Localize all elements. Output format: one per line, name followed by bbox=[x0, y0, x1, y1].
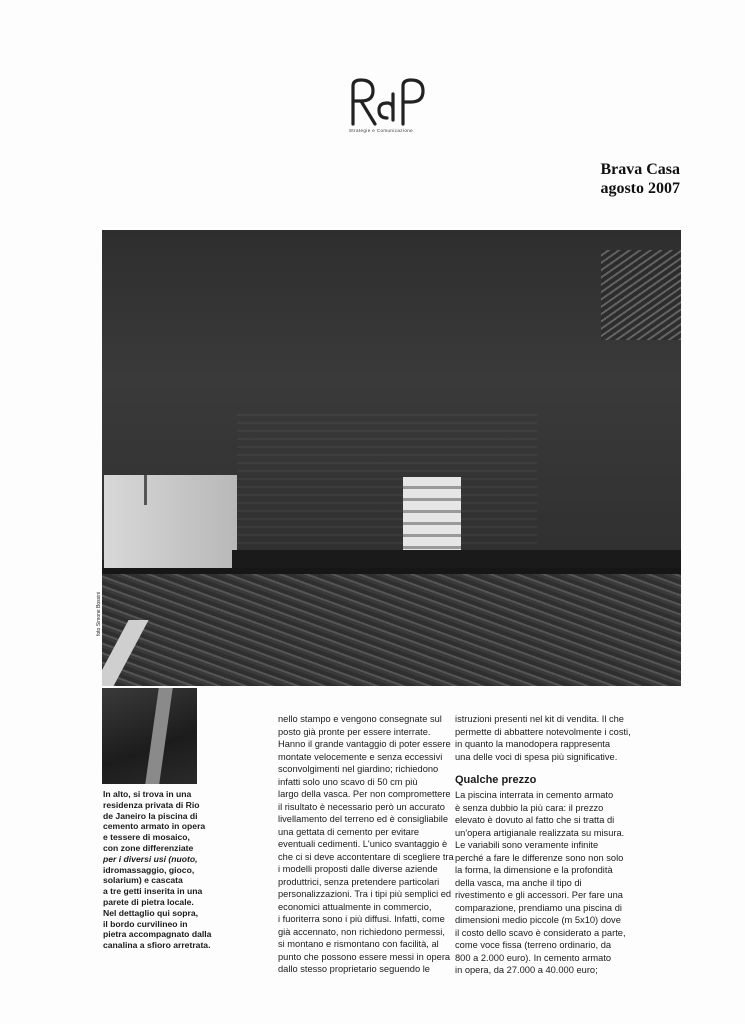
source-info bbox=[600, 160, 680, 198]
text-line: Hanno il grande vantaggio di poter essere bbox=[278, 739, 451, 749]
text-line: della vasca, ma anche il tipo di bbox=[455, 877, 582, 888]
text-line: nello stampo e vengono consegnate sul bbox=[278, 714, 442, 724]
text-line: rivestimento e gli accessori. Per fare una bbox=[455, 890, 623, 900]
caption-line: il bordo curvilineo in bbox=[103, 918, 188, 929]
caption-line: In alto, si trova in una bbox=[103, 789, 192, 799]
mosaic-pool bbox=[102, 568, 681, 686]
text-line: perché a fare le differenze sono non solo bbox=[455, 852, 624, 863]
caption-line: cemento armato in opera bbox=[103, 821, 206, 832]
rdp-logo-mark bbox=[343, 74, 433, 134]
text-line: sconvolgimenti nel giardino; richiedono bbox=[278, 764, 439, 774]
post bbox=[144, 475, 147, 505]
wall-texture bbox=[237, 410, 537, 560]
text-line: il costo dello scavo è considerato a parte, bbox=[455, 927, 626, 938]
text-line: 800 a 2.000 euro). In cemento armato bbox=[455, 952, 612, 963]
text-line: eventuali cedimenti. L'unico svantaggio è bbox=[278, 839, 448, 849]
caption-line: residenza privata di Rio bbox=[103, 799, 200, 810]
photo-caption bbox=[103, 789, 229, 951]
text-line: che ci si deve accontentare di scegliere tra bbox=[278, 851, 454, 862]
text-line: la forma, la dimensione e la profondità bbox=[455, 865, 613, 875]
text-line: La piscina interrata in cemento armato bbox=[455, 790, 614, 800]
text-line: in quanto la manodopera rappresenta bbox=[455, 739, 611, 749]
text-line: Le variabili sono veramente infinite bbox=[455, 840, 599, 850]
text-line: permette di abbattere notevolmente i costi, bbox=[455, 726, 631, 737]
source-date: agosto 2007 bbox=[600, 180, 680, 197]
text-line: montate velocemente e senza eccessivi bbox=[278, 751, 443, 762]
text-line: infatti solo uno scavo di 50 cm più bbox=[278, 776, 418, 787]
photo-credit: foto Simone Bossini bbox=[96, 591, 102, 636]
pool-photo-main bbox=[102, 230, 681, 686]
text-line: i fuoriterra sono i più diffusi. Infatti, come bbox=[278, 914, 445, 924]
caption-line: idromassaggio, gioco, bbox=[103, 864, 195, 875]
pool-edge bbox=[102, 568, 681, 574]
source-title: Brava Casa bbox=[600, 161, 680, 178]
text-line: comparazione, prendiamo una piscina di bbox=[455, 902, 622, 913]
caption-line: e tessere di mosaico, bbox=[103, 832, 190, 843]
caption-line: solarium) e cascata bbox=[103, 875, 183, 886]
text-line: i modelli proposti dalle diverse aziende bbox=[278, 864, 438, 874]
section-heading: Qualche prezzo bbox=[455, 774, 537, 786]
palm-foliage bbox=[601, 250, 681, 340]
pool-photo-detail bbox=[102, 688, 197, 784]
logo-tagline: Strategie e Comunicazione bbox=[349, 128, 414, 133]
text-line: punto che possono essere messi in opera bbox=[278, 951, 451, 962]
caption-line: pietra accompagnato dalla bbox=[103, 929, 212, 940]
text-line: in opera, da 27.000 a 40.000 euro; bbox=[455, 965, 598, 975]
article-column-2 bbox=[455, 713, 655, 977]
text-line: è senza dubbio la più cara: il prezzo bbox=[455, 802, 604, 813]
text-line: elevato è dovuto al fatto che si tratta di bbox=[455, 815, 615, 825]
text-line: largo della vasca. Per non compromettere bbox=[278, 789, 451, 799]
caption-line: canalina a sfioro arretrata. bbox=[103, 940, 211, 951]
light-opening-left bbox=[104, 475, 237, 570]
text-line: produttrici, senza pretendere particolari bbox=[278, 876, 440, 887]
caption-line: parete di pietra locale. bbox=[103, 896, 194, 907]
text-line: il risultato è necessario però un accurato bbox=[278, 801, 445, 812]
text-line: già accennato, non richiedono permessi, bbox=[278, 926, 445, 937]
text-line: una gettata di cemento per evitare bbox=[278, 826, 420, 837]
caption-line: Nel dettaglio qui sopra, bbox=[103, 907, 199, 918]
text-line: come voce fissa (terreno ordinario, da bbox=[455, 940, 612, 950]
text-line: istruzioni presenti nel kit di vendita. Il che bbox=[455, 714, 624, 724]
text-line: un'opera artigianale realizzata su misura. bbox=[455, 827, 625, 838]
caption-line: a tre getti inserita in una bbox=[103, 886, 203, 897]
text-line: economici attualmente in commercio, bbox=[278, 901, 432, 912]
curved-rim bbox=[145, 688, 172, 784]
caption-line: con zone differenziate bbox=[103, 842, 194, 853]
article-column-1 bbox=[278, 713, 468, 976]
text-line: dallo stesso proprietario seguendo le bbox=[278, 964, 430, 974]
text-line: posto già pronte per essere interrate. bbox=[278, 726, 431, 737]
text-line: personalizzazioni. Tra i tipi più semplici ed bbox=[278, 889, 452, 899]
text-line: livellamento del terreno ed è consigliabile bbox=[278, 814, 449, 824]
text-line: si montano e rismontano con facilità, al bbox=[278, 939, 439, 949]
light-opening-right bbox=[403, 477, 461, 555]
text-line: dimensioni medio piccole (m 5x10) dove bbox=[455, 915, 621, 925]
caption-line: de Janeiro la piscina di bbox=[103, 810, 198, 821]
caption-line: per i diversi usi (nuoto, bbox=[103, 853, 198, 864]
text-line: una delle voci di spesa più significative. bbox=[455, 751, 618, 762]
